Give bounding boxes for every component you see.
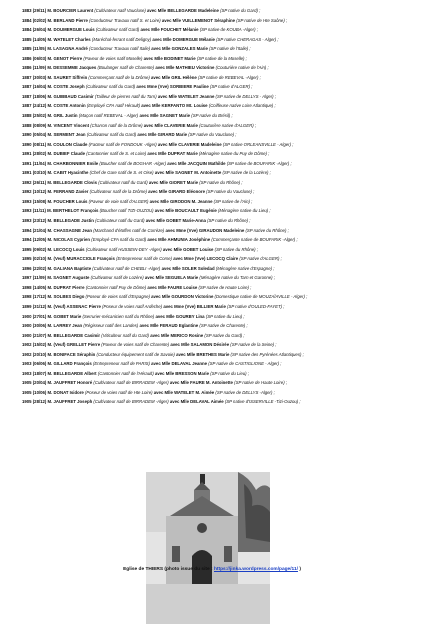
entry-main: 1883 (29/11) M. BOURCIER Laurent [22, 8, 94, 13]
marriage-entry [22, 321, 420, 331]
entry-spouse-note: (SP native d'ALGER) ; [239, 256, 282, 262]
entry-note: (Cantonnier natif de S. et Loire) [86, 151, 147, 157]
entry-main: 1900 (27/01) M. GOBET Marie [22, 313, 82, 319]
entry-spouse: avec Mlle AHMUNIA Joséphine [147, 237, 211, 243]
entry-note: (Cultivateur natif Gard) [95, 27, 140, 33]
marriage-entry [22, 54, 420, 64]
entry-note: (Maçon natif REBEVAL - Alger) [78, 113, 139, 119]
entry-note: (Boucher natif TIZI-OUZOU) [99, 208, 154, 214]
entry-spouse: avec Mlle MERICO Rosine [150, 332, 204, 338]
source-link[interactable]: https://jinka.wordpress.com/page/11/ [213, 567, 298, 572]
entry-main: 1887 (24/12) M. COSTE Antonin [22, 103, 86, 109]
marriage-entry [22, 292, 420, 302]
entry-note: (Cultivateur natif de BIRRADEM -Alger) [93, 380, 169, 386]
entry-spouse: avec Mme (Vve) SORBIERE Pauline [136, 84, 209, 90]
entry-spouse: avec Mlle GONZALES Marie [151, 46, 208, 52]
entry-spouse-note: (SP native CHERAGAS - Alger) ; [216, 36, 279, 42]
entry-spouse: avec Mme (Vve) BILLIER Marie [163, 303, 226, 309]
entry-spouse: avec Mme (Vve) LECOCQ Claire [173, 256, 239, 262]
entry-main: 1891 (03/10) M. CABIT Hyacinthe [22, 170, 89, 176]
entry-spouse-note: (Ménagère native du Tarn et Garonne) ; [199, 275, 275, 281]
entry-note: (Paveur de voies natif Moselle) [83, 55, 143, 61]
entry-spouse: avec Mlle BELLEGARDE Madeleine [147, 8, 219, 13]
entry-spouse: avec Mlle GIORET Marie [148, 179, 199, 185]
entry-note: (Cultivateur natif du Gard) [86, 132, 137, 138]
entry-spouse-note: (SP native du Rhône) ; [214, 246, 258, 252]
entry-spouse-note: (SP native d'OULED-FAYET) ; [227, 303, 285, 309]
marriage-entry [22, 273, 420, 283]
entry-spouse: avec Mlle WATELET M. Aimée [153, 389, 215, 395]
entry-spouse-note: (Commerçante native de BOUFARIK -Alger) ; [211, 237, 298, 243]
entry-main: 1893 (15/08) M. FOUCHER Louis [22, 198, 88, 204]
church-photo [146, 472, 270, 624]
entry-note: (Maréchal-ferrant natif Deligny) [91, 36, 152, 42]
entry-spouse: avec Mlle MATHIEU Victorine [155, 65, 215, 71]
entry-main: 1893 (11/11) M. BERTHELOT François [22, 208, 99, 214]
marriage-entry [22, 245, 420, 255]
entry-main: 1886 (06/03) M. GENOT Pierre [22, 55, 83, 61]
marriage-entry [22, 359, 420, 369]
entry-main: 1894 (12/05) M. NICOLAS Cyprien [22, 237, 91, 243]
entry-spouse-note: (SP native de DELLYS -Alger) ; [215, 389, 275, 395]
entry-spouse-note: (SP native de Haute Loire) ; [234, 380, 288, 386]
caption-text: Eglise de THIERS (photo issue du site : [123, 567, 213, 572]
marriage-entry [22, 35, 420, 45]
entry-spouse-note: (SP native de CASTIGLIONE - Alger) ; [208, 361, 282, 367]
entry-note: (Facteur natif de FONDOUK -Alger) [88, 141, 157, 147]
entry-spouse-note: (SP native du Vaucluse) ; [206, 189, 255, 195]
entry-main: 1905 (28/12) M. JAUFFRET Joseph [22, 399, 93, 405]
entry-spouse-note: (SP native de KOUBA -Alger) ; [199, 27, 258, 33]
entry-spouse-note: (SP native des Pyrénées Atlantiques) ; [230, 351, 304, 357]
entry-main: 1890 (08/11) M. COULON Claude [22, 141, 88, 147]
entry-main: 1888 (25/02) M. GRIL Justin [22, 113, 78, 119]
entry-note: (Entrepreneur natif de Corse) [116, 256, 172, 262]
entry-spouse: avec Mlle JACQUIN Mathilde [167, 160, 226, 166]
entry-main: 1888 (08/09) M. VINCENT Vincent [22, 122, 90, 128]
marriage-entry [22, 340, 420, 350]
entry-spouse-note: (SP native du Brésil) ; [191, 113, 233, 119]
entry-spouse-note: (SP native de Haute Loire) ; [198, 284, 252, 290]
entry-main: 1886 (11/09) M. DESSEMME Jacques [22, 65, 97, 71]
entry-spouse: avec Mlle FAURE Louise [147, 284, 198, 290]
entry-note: (Cultivateur natif de la Drôme) [89, 189, 147, 195]
entry-note: (Cultivateur natif du Gard) [95, 218, 145, 224]
entry-spouse: avec Mlle VUILLEMENOT Séraphine [161, 17, 235, 23]
marriage-entry [22, 216, 420, 226]
entry-main: 1891 (11/04) M. CHARBONNIER Emile [22, 160, 99, 166]
entry-main: 1905 (20/04) M. JAUFFRET Honoré [22, 380, 93, 386]
entry-spouse-note: (SP native de BOUFARIK -Alger) ; [226, 160, 292, 166]
entry-spouse: avec Mlle SEGUELA Marie [144, 275, 199, 281]
entry-note: (Paveur de voies natif de Charente) [101, 342, 170, 348]
entry-main: 1900 (21/07) M. BELLEGARDE Casimir [22, 332, 101, 338]
entry-note: (Entrepreneur natif de PARIS) [92, 361, 150, 367]
entry-spouse-note: (SP native de l'Italie) ; [209, 46, 251, 52]
entry-note: (Cultivateur natif HUSSEIN-DEY -Alger) [85, 246, 162, 252]
entry-note: (Conducteur équipement natif de Savoie) [96, 351, 175, 357]
marriage-entry [22, 130, 420, 140]
entry-spouse: avec Mlle FOUCHET Mélanie [140, 27, 199, 33]
entry-spouse-note: (Ménagère native du Lieu) ; [218, 208, 271, 214]
marriage-entry [22, 254, 420, 264]
entry-main: 1884 (02/02) M. BERLAND Pierre [22, 17, 88, 23]
entry-note: (Tailleur de pierres natif du Tarn) [94, 93, 157, 99]
marriage-entry [22, 44, 420, 54]
entry-spouse-note: (SP native de DELLYS - Alger) ; [215, 93, 276, 99]
entry-main: 1884 (26/04) M. DOUMERGUE Louis [22, 27, 95, 33]
entry-note: (Cantonnier natif de l'Hérault) [97, 370, 154, 376]
caption-end: ) [299, 567, 301, 572]
marriage-entry [22, 92, 420, 102]
marriage-entry [22, 63, 420, 73]
entry-note: (Poseur de voies natif de Hte Loire) [84, 389, 153, 395]
entry-note: (Paveur de voie natif d'ALGER) [88, 198, 149, 204]
marriage-entry [22, 25, 420, 35]
entry-main: 1885 (14/05) M. WATELET Charles [22, 36, 91, 42]
marriage-entry [22, 73, 420, 83]
entry-note: (Cultivateur natif de Lozère) [90, 275, 144, 281]
entry-spouse-note: (SP native de Charente) ; [199, 323, 248, 329]
entry-spouse: avec Mlle BRETHES Marie [176, 351, 230, 357]
entry-note: (Boucher natif de BOGHAR -Alger) [99, 160, 167, 166]
marriage-entry [22, 397, 420, 407]
marriage-entry [22, 206, 420, 216]
entry-spouse-note: (SP native de Hte Saône) ; [236, 17, 288, 23]
entry-spouse-note: (SP native du Gard) ; [220, 8, 261, 13]
entry-spouse-note: (SP native de la Seine) ; [230, 342, 277, 348]
entry-main: 1898 (17/12) M. SOLBES Diego [22, 294, 85, 300]
entry-spouse: avec Mlle BRESSON Marie [155, 370, 209, 376]
entry-spouse-note: (SP native de la Moselle) ; [196, 55, 247, 61]
marriage-entry [22, 331, 420, 341]
entry-main: 1897 (11/09) M. SAGNET Auguste [22, 275, 90, 281]
entry-spouse-note: (SP native du Lieu) ; [210, 370, 249, 376]
entry-spouse-note: (Couturière native de l'Ain) ; [215, 65, 269, 71]
entry-note: (Serrurier-mécanicien natif du Rhône) [82, 313, 155, 319]
entry-spouse-note: (SP native du Rhône) ; [245, 227, 289, 233]
entry-spouse-note: (SP native de la Lozère) ; [222, 170, 271, 176]
marriage-list [22, 6, 420, 407]
entry-main: 1891 (28/02) M. DUBIEF Claude [22, 151, 86, 157]
entry-spouse: avec Mlle WATELET Jeanne [157, 93, 215, 99]
entry-spouse: avec Mlle GOBET Louise [162, 246, 214, 252]
marriage-entry [22, 82, 420, 92]
entry-spouse-note: (SP native du Rhône) ; [207, 218, 251, 224]
entry-spouse-note: (Coiffeuse native Loire Atlantique) ; [208, 103, 276, 109]
entry-spouse-note: (Ménagère native du Puy de Dôme) ; [198, 151, 270, 157]
entry-note: (Cantonnier natif Puy de Dôme) [85, 284, 147, 290]
entry-main: 1895 (09/02) M. LECOCQ Louis [22, 246, 85, 252]
entry-spouse-note: (Couturière native d'ALGER) ; [199, 122, 257, 128]
marriage-entry [22, 159, 420, 169]
entry-spouse-note: (Domestique native de MOUZAÏAVILLE - Alger) ; [214, 294, 308, 300]
marriage-entry [22, 111, 420, 121]
entry-note: (Cultivateur natif du Gard) [85, 84, 136, 90]
marriage-entry [22, 226, 420, 236]
entry-note: (Cultivateur natif de CHEBLI -Alger) [92, 265, 161, 271]
marriage-entry [22, 378, 420, 388]
entry-main: 1898 (14/05) M. DUPRAT Pierre [22, 284, 85, 290]
entry-spouse-note: (Ménagère native d'Espagne) ; [215, 265, 275, 271]
entry-spouse: avec Mlle SAGNET Marie [139, 113, 191, 119]
marriage-entry [22, 178, 420, 188]
entry-main: 1887 (18/06) M. GUIBBAUD Casimir [22, 93, 94, 99]
entry-note: (Conducteur Travaux natif Italie) [89, 46, 151, 52]
entry-note: (Cultivateur natif Vaucluse) [94, 8, 146, 13]
entry-main: 1887 (30/03) M. SAURET Siffrein [22, 74, 88, 80]
entry-note: (Cultivateur natif de BIRRADEM -Alger) [93, 399, 169, 405]
entry-spouse: avec Mlle DELAVAL Jeanne [151, 361, 208, 367]
marriage-entry [22, 197, 420, 207]
entry-spouse: avec Mlle DUPRAT Marie [147, 151, 198, 157]
entry-spouse: avec Mme (Vve) GIRAUDON Madeleine [165, 227, 245, 233]
entry-main: 1896 (22/02) M. GALIANA Baptiste [22, 265, 92, 271]
entry-spouse: avec Mlle DOMERGUE Mélanie [152, 36, 215, 42]
marriage-entry [22, 264, 420, 274]
entry-main: 1903 (06/06) M. GILLARD François [22, 361, 92, 367]
entry-note: (Poseur de voies natif Ardèche) [102, 303, 163, 309]
entry-spouse: avec Mlle SAGNET M. Antoinette [154, 170, 222, 176]
entry-spouse-note: (SP native de REBEVAL -Alger) ; [197, 74, 261, 80]
entry-spouse-note: (SP native ORLEANSVILLE - Alger) ; [222, 141, 294, 147]
marriage-entry [22, 187, 420, 197]
entry-spouse: avec Mlle CLAVERIE Madeleine [157, 141, 222, 147]
entry-main: 1893 (23/12) M. BELLEGADE Justin [22, 218, 94, 224]
marriage-entry [22, 140, 420, 150]
marriage-entry [22, 283, 420, 293]
entry-spouse: avec Mlle GIRARD Marie [137, 132, 188, 138]
entry-note: (Charron natif de la Drôme) [90, 122, 143, 128]
entry-main: 1890 (05/04) M. SERMENT Jean [22, 132, 86, 138]
entry-main: 1892 (26/11) M. BELLEGARDE Clovis [22, 179, 97, 185]
marriage-entry [22, 350, 420, 360]
entry-spouse: avec Mlle GOURBY Lina [155, 313, 205, 319]
entry-note: (Cultivateur natif du Gard) [98, 179, 148, 185]
entry-spouse-note: (SP native du Vaucluse) ; [188, 132, 237, 138]
marriage-entry [22, 312, 420, 322]
marriage-entry [22, 16, 420, 26]
entry-spouse: avec Mlle GOURDON Victorine [151, 294, 214, 300]
entry-spouse: avec Mlle DELAVAL Aimée [169, 399, 224, 405]
entry-main: 1892 (10/12) M. FERRAND Zavier [22, 189, 89, 195]
entry-note: (Viticulteur natif du Gard) [101, 332, 149, 338]
entry-spouse: avec Mlle BODINET Marie [143, 55, 196, 61]
entry-main: 1885 (11/05) M. LASAGNA André [22, 46, 88, 52]
entry-note: (Employé CFA natif Hérault) [86, 103, 141, 109]
entry-spouse-note: (SP native d'ISSERVILLE -Tizi-Ouzou) ; [224, 399, 301, 405]
marriage-entry [22, 121, 420, 131]
entry-note: (Chef de Gare natif de S. et Oise) [89, 170, 154, 176]
entry-note: (Poseur de voies natif d'Espagne) [85, 294, 150, 300]
entry-spouse: avec Mlle FAURE M. Antoinette [169, 380, 233, 386]
entry-spouse-note: (SP native d'ALGER) ; [209, 84, 253, 90]
entry-spouse: avec Mlle KERFANTO Mt. Louise [141, 103, 208, 109]
entry-note: (Commerçant natif de la Drôme) [88, 74, 150, 80]
entry-spouse: avec Mlle GIRODON M. Jeanne [149, 198, 213, 204]
marriage-entry [22, 168, 420, 178]
entry-note: (Régisseur natif des Landes) [83, 323, 139, 329]
marriage-entry [22, 149, 420, 159]
entry-main: 1902 (15/02) M. (Veuf) GRELLET Pierre [22, 342, 101, 348]
entry-spouse: avec Mlle SOLER Soledad [161, 265, 215, 271]
entry-spouse: avec Mlle BOUCAULT Eugénie [154, 208, 217, 214]
marriage-entry [22, 369, 420, 379]
entry-main: 1895 (02/10) M. (Veuf) MURACCIOLE François [22, 256, 115, 262]
entry-spouse-note: (SP native du Lieu) ; [205, 313, 245, 319]
marriage-entry [22, 302, 420, 312]
entry-spouse-note: (SP native du Gard) ; [204, 332, 245, 338]
entry-main: 1903 (18/07) M. BELLEGARDE Albert [22, 370, 97, 376]
entry-spouse: avec Mlle FERAUD Eglantine [139, 323, 199, 329]
entry-spouse: avec Mlle GOBET Marie-Anna [145, 218, 206, 224]
entry-main: 1894 (21/04) M. CHASSAGNE Jean [22, 227, 92, 233]
entry-spouse: avec Mlle SALAMON Désirée [170, 342, 230, 348]
entry-note: (Boulanger natif de Charente) [97, 65, 155, 71]
entry-spouse-note: (SP native de l'Ain) ; [213, 198, 253, 204]
marriage-entry [22, 101, 420, 111]
entry-spouse: avec Mlle GIRARD Eléonore [148, 189, 205, 195]
photo-caption [0, 567, 424, 572]
entry-spouse-note: (SP native du Rhône) ; [199, 179, 243, 185]
entry-main: 1902 (20/10) M. BONIFACE Séraphin [22, 351, 96, 357]
marriage-entry [22, 235, 420, 245]
entry-note: (Employé CFA natif du Gard) [91, 237, 147, 243]
entry-spouse: avec Mlle GRIL Hélène [150, 74, 197, 80]
entry-note: (Marchand d'étoffes natif de Corrèze) [93, 227, 165, 233]
marriage-entry [22, 6, 420, 16]
entry-main: 1899 (31/12) M. (Veuf) ASSENAC Pierre [22, 303, 101, 309]
entry-main: 1887 (16/04) M. COSTE Joseph [22, 84, 85, 90]
entry-main: 1900 (30/06) M. LARREY Jean [22, 323, 83, 329]
marriage-entry [22, 388, 420, 398]
entry-note: (Conducteur Travaux natif S. et Loire) [89, 17, 161, 23]
entry-spouse: avec Mlle CLAVERIE Marie [143, 122, 198, 128]
entry-main: 1905 (10/06) M. DONAT Isidore [22, 389, 84, 395]
